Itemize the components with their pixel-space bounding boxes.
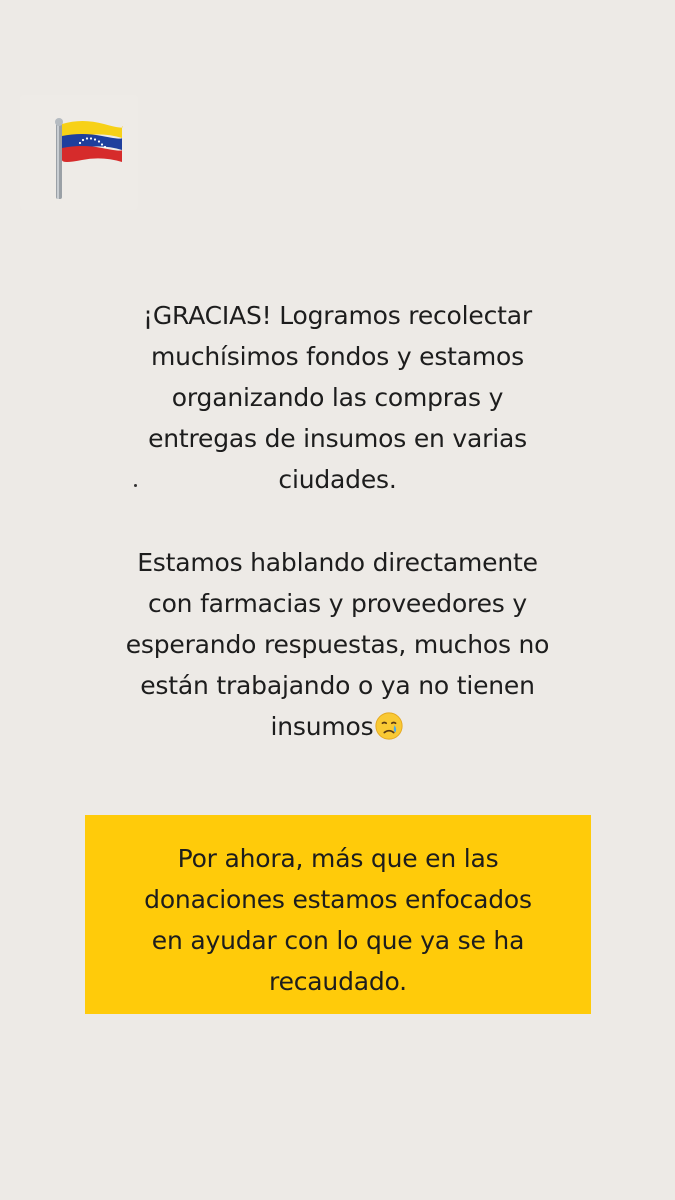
text-line: recaudado.	[269, 967, 407, 996]
text-line: ¡GRACIAS! Logramos recolectar	[143, 301, 532, 330]
text-line: están trabajando o ya no tienen	[140, 671, 535, 700]
text-line: Estamos hablando directamente	[137, 548, 538, 577]
crying-face-icon	[374, 711, 404, 741]
text-line: con farmacias y proveedores y	[148, 589, 527, 618]
update-paragraph	[90, 542, 585, 747]
venezuela-flag-icon	[52, 101, 128, 211]
text-line: ciudades.	[278, 465, 397, 494]
text-line: en ayudar con lo que ya se ha	[151, 926, 525, 955]
highlight-text	[85, 838, 591, 1002]
text-line: donaciones estamos enfocados	[144, 885, 532, 914]
text-line: esperando respuestas, muchos no	[125, 630, 550, 659]
highlight-box	[85, 815, 591, 1014]
text-line: organizando las compras y	[171, 383, 504, 412]
thanks-paragraph	[90, 295, 585, 500]
text-line	[90, 706, 585, 747]
text-line: Por ahora, más que en las	[177, 844, 499, 873]
text-line: entregas de insumos en varias	[148, 424, 527, 453]
text-line: muchísimos fondos y estamos	[151, 342, 524, 371]
text-line-content: insumos	[270, 712, 374, 741]
venezuela-flag-sticker	[20, 95, 138, 210]
stray-mark	[134, 484, 137, 487]
